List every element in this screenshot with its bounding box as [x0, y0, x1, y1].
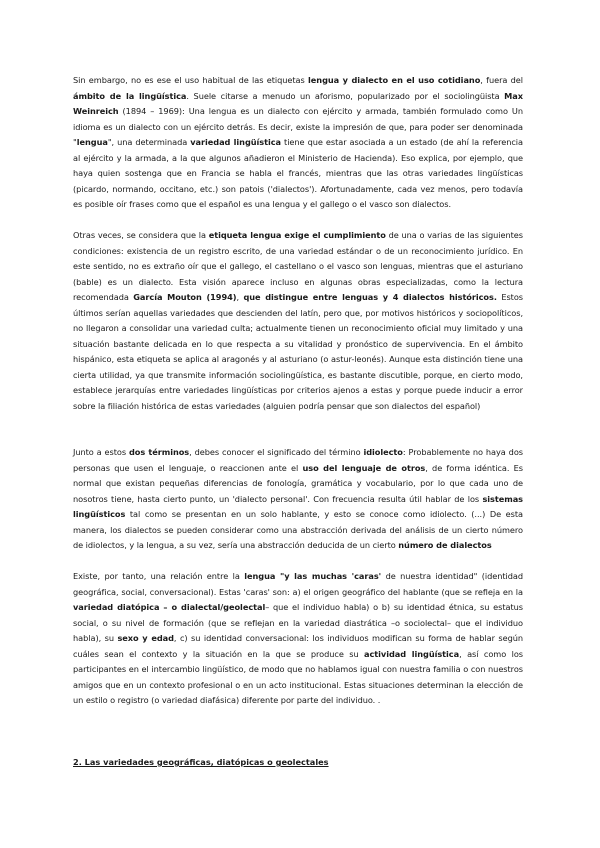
text-run: : Probablemente no haya dos personas que usen el lenguaje, o reaccionen ante el	[73, 447, 524, 473]
bold-term: etiqueta lengua exige el cumplimiento	[208, 230, 386, 240]
text-run: Otras veces, se considera que la	[73, 230, 209, 240]
bold-term: lengua "y las muchas 'caras'	[244, 571, 382, 581]
text-run: , c) su identidad conversacional: los individuos modifican su forma de hablar según cuáles sean el contexto y la situación en la que se produce su	[73, 633, 523, 659]
text-run: tal como se presentan en un solo hablante, y esto se conoce como idiolecto. (...) De esta manera, los dialectos se pueden considerar como una abstracción derivada del análisis de un cierto número de idiolectos, y la lengua, a su vez, sería una abstracción deducida de un cierto	[73, 509, 523, 550]
bold-term: que distingue entre lenguas y 4 dialectos históricos.	[243, 292, 497, 302]
bold-term: variedad lingüística	[190, 137, 282, 147]
text-run: Sin embargo, no es ese el uso habitual de las etiquetas	[73, 75, 309, 85]
bold-term: García Mouton (1994)	[133, 292, 237, 302]
text-run: de una o varias de las siguientes condiciones: existencia de un registro escrito, de una variedad estándar o de un reconocimiento jurídico. En este sentido, no es extraño oír que el gallego, el castellano o el vasco son lenguas, mientras que el asturiano (bable) es un dialecto. Esta visión aparece incluso en algunas obras especializadas, como la lectura recomendada	[73, 230, 524, 302]
bold-term: dos términos	[129, 447, 190, 457]
text-run: (1894 – 1969): Una lengua es un dialecto con ejército y armada, también formulado como Un idioma es un dialecto con un ejército detrás. Es decir, existe la impresión de que, para poder ser denominada "	[73, 106, 523, 147]
text-run: . Suele citarse a menudo un aforismo, popularizado por el sociolingüista	[186, 90, 505, 101]
bold-term: uso del lenguaje de otros	[302, 462, 426, 473]
bold-term: lengua y dialecto en el uso cotidiano	[308, 75, 481, 85]
bold-term: ámbito de la lingüística	[73, 90, 187, 101]
paragraph-identidad	[73, 569, 523, 709]
bold-term: Max Weinreich	[73, 90, 523, 116]
text-run: ,	[236, 292, 244, 302]
text-run: Estos últimos serían aquellas variedades que descienden del latín, pero que, por motivos históricos y sociopolíticos, no llegaron a consolidar una variedad culta; actualmente tienen un reconocimiento oficial muy limitado y una situación bastante delicada en lo que respecta a su vitalidad y pronóstico de supervivencia. En el ámbito hispánico, esta etiqueta se aplica al aragonés y al asturiano (o astur-leonés). Aunque esta distinción tiene una cierta utilidad, ya que transmite información sociolingüística, es bastante discutible, porque, en cierto modo, establece jerarquías entre variedades lingüísticas por criterios ajenos a estas y porque puede inducir a error sobre la filiación histórica de estas variedades (alguien podría pensar que son dialectos del español)	[73, 292, 524, 411]
text-run: ", una determinada	[107, 137, 191, 147]
bold-term: sexo y edad	[117, 633, 174, 643]
bold-term: actividad lingüística	[364, 648, 460, 659]
text-run: Junto a estos	[73, 447, 129, 457]
text-run: , así como los participantes en el intercambio lingüístico, de modo que no hablamos igual con nuestra familia o con nuestros amigos que en un contexto profesional o en un acto institucional. Estas situaciones determinan la elección de un estilo o registro (o variedad diafásica) diferente por parte del individuo. .	[73, 648, 524, 705]
bold-term: lengua	[76, 137, 108, 147]
bold-term: variedad diatópica – o dialectal/geolectal	[73, 602, 266, 612]
bold-term: sistemas lingüísticos	[73, 493, 523, 519]
text-run: – que el individuo habla) o b) su identidad étnica, su estatus social, o su nivel de formación (que se reflejan en la variedad diastrática –o sociolectal– que el individuo habla), su	[73, 602, 523, 643]
text-run: , fuera del	[480, 75, 524, 85]
bold-term: idiolecto	[363, 447, 403, 457]
text-run: tiene que estar asociada a un estado (de ahí la referencia al ejército y la armada, a la que algunos añadieron el Ministerio de Hacienda). Eso explica, por ejemplo, que haya quien sostenga que en Francia se habla el francés, mientras que las otras variedades lingüísticas (picardo, normando, occitano, etc.) son patois ('dialectos'). Afortunadamente, cada vez menos, pero todavía es posible oír frases como que el español es una lengua y el gallego o el vasco son dialectos.	[73, 137, 523, 209]
bold-term: número de dialectos	[398, 540, 492, 550]
section-heading: 2. Las variedades geográficas, diatópicas o geolectales	[73, 757, 329, 767]
text-run: Existe, por tanto, una relación entre la	[73, 571, 245, 581]
text-run: de nuestra identidad" (identidad geográfica, social, conversacional). Estas 'caras' son: a) el origen geográfico del hablante (que se refleja en la	[73, 571, 524, 597]
paragraph-lengua-dialecto	[73, 73, 523, 213]
text-run: , de forma idéntica. Es normal que existan pequeñas diferencias de fonología, gramática y vocabulario, por lo que cada uno de nosotros tiene, hasta cierto punto, un 'dialecto personal'. Con frecuencia resulta útil hablar de los	[73, 462, 523, 504]
text-run: , debes conocer el significado del término	[189, 447, 364, 457]
paragraph-etiqueta-lengua	[73, 228, 523, 414]
paragraph-idiolecto	[73, 445, 523, 554]
